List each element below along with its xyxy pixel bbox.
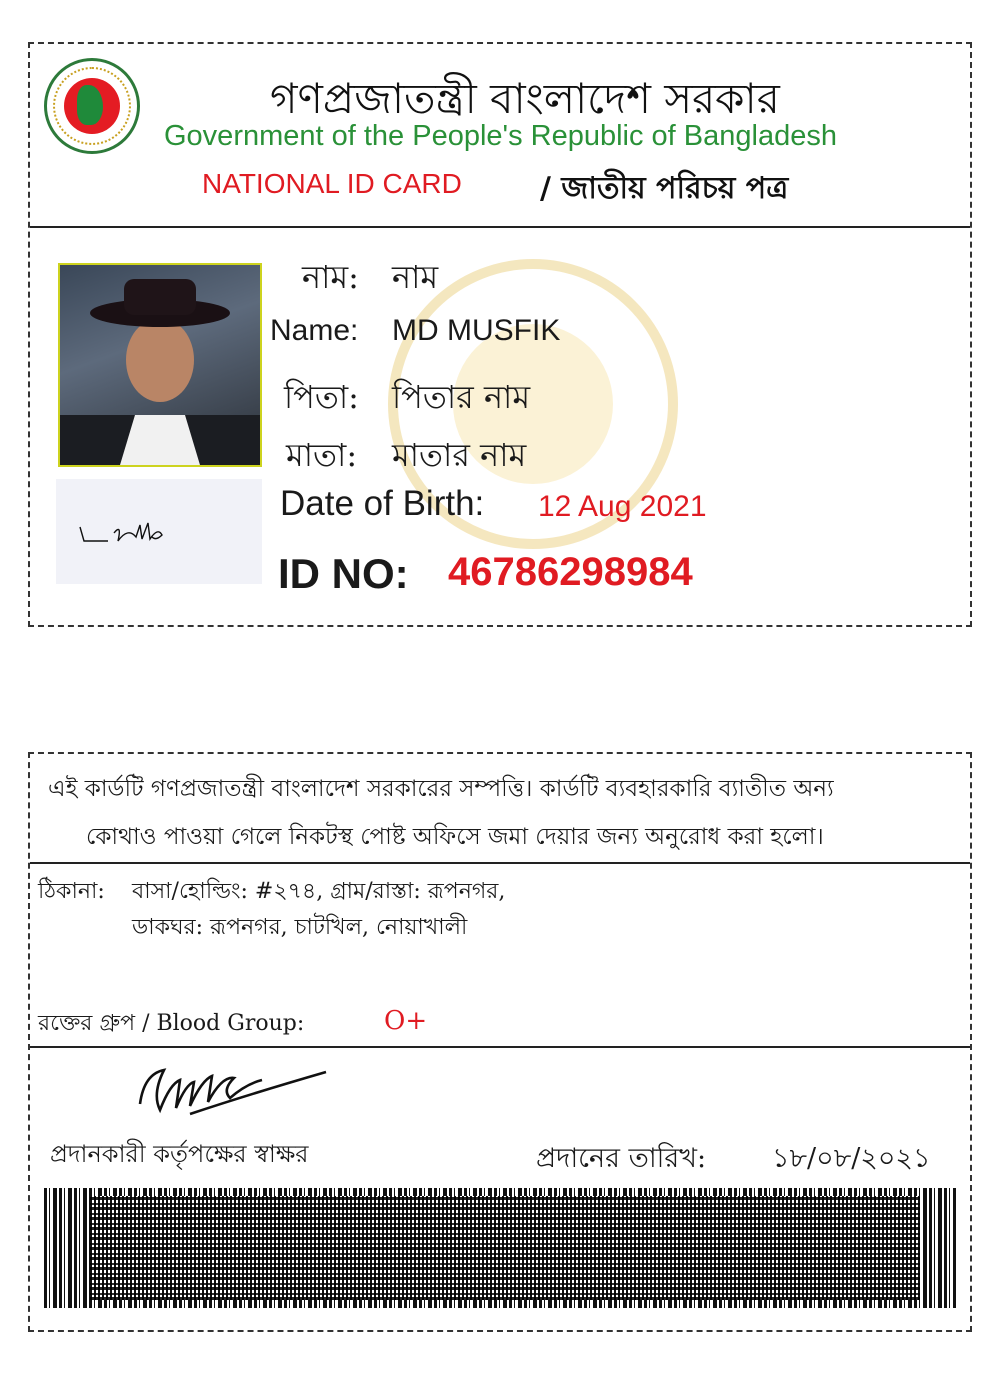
address-line-1: বাসা/হোল্ডিং: #২৭৪, গ্রাম/রাস্তা: রূপনগর, xyxy=(132,879,506,904)
id-card-back xyxy=(28,752,972,1332)
name-bn-value: নাম xyxy=(392,258,439,296)
name-en-label: Name: xyxy=(270,314,359,347)
name-bn-label: নাম: xyxy=(302,258,359,296)
father-label: পিতা: xyxy=(284,378,359,416)
holder-signature xyxy=(56,479,262,584)
address-label: ঠিকানা: xyxy=(38,879,105,904)
issue-date-value: ১৮/০৮/২০২১ xyxy=(772,1143,931,1174)
address-line-2: ডাকঘর: রূপনগর, চাটখিল, নোয়াখালী xyxy=(132,915,468,940)
authority-sign-label: প্রদানকারী কর্তৃপক্ষের স্বাক্ষর xyxy=(50,1140,309,1168)
issue-date-label: প্রদানের তারিখ: xyxy=(536,1143,707,1174)
blood-group-label: রক্তের গ্রুপ / Blood Group: xyxy=(38,1011,305,1036)
dob-label: Date of Birth: xyxy=(280,484,485,523)
notice-line-1: এই কার্ডটি গণপ্রজাতন্ত্রী বাংলাদেশ সরকারের সম্পত্তি। কার্ডটি ব্যবহারকারি ব্যাতীত অন্য xyxy=(48,776,834,802)
blood-group-value: O+ xyxy=(384,1006,428,1036)
blood-divider xyxy=(30,1046,970,1048)
id-card-front xyxy=(28,42,972,627)
id-label: ID NO: xyxy=(278,550,409,597)
notice-line-2: কোথাও পাওয়া গেলে নিকটস্থ পোষ্ট অফিসে জমা দেয়ার জন্য অনুরোধ করা হলো। xyxy=(86,824,824,850)
mother-label: মাতা: xyxy=(286,436,358,474)
card-type-en: NATIONAL ID CARD xyxy=(202,168,462,199)
card-type-bn: / জাতীয় পরিচয় পত্র xyxy=(540,171,789,206)
authority-signature xyxy=(130,1054,340,1124)
id-value: 46786298984 xyxy=(448,550,693,594)
government-title-en: Government of the People's Republic of Bangladesh xyxy=(164,120,837,152)
government-title-bn: গণপ্রজাতন্ত্রী বাংলাদেশ সরকার xyxy=(270,74,780,123)
government-seal-icon xyxy=(44,58,140,154)
mother-value: মাতার নাম xyxy=(392,436,527,474)
notice-divider xyxy=(30,862,970,864)
father-value: পিতার নাম xyxy=(392,378,531,416)
name-en-value: MD MUSFIK xyxy=(392,314,561,347)
barcode xyxy=(44,1188,956,1308)
holder-photo xyxy=(58,263,262,467)
dob-value: 12 Aug 2021 xyxy=(538,490,707,523)
header-divider xyxy=(30,226,970,228)
